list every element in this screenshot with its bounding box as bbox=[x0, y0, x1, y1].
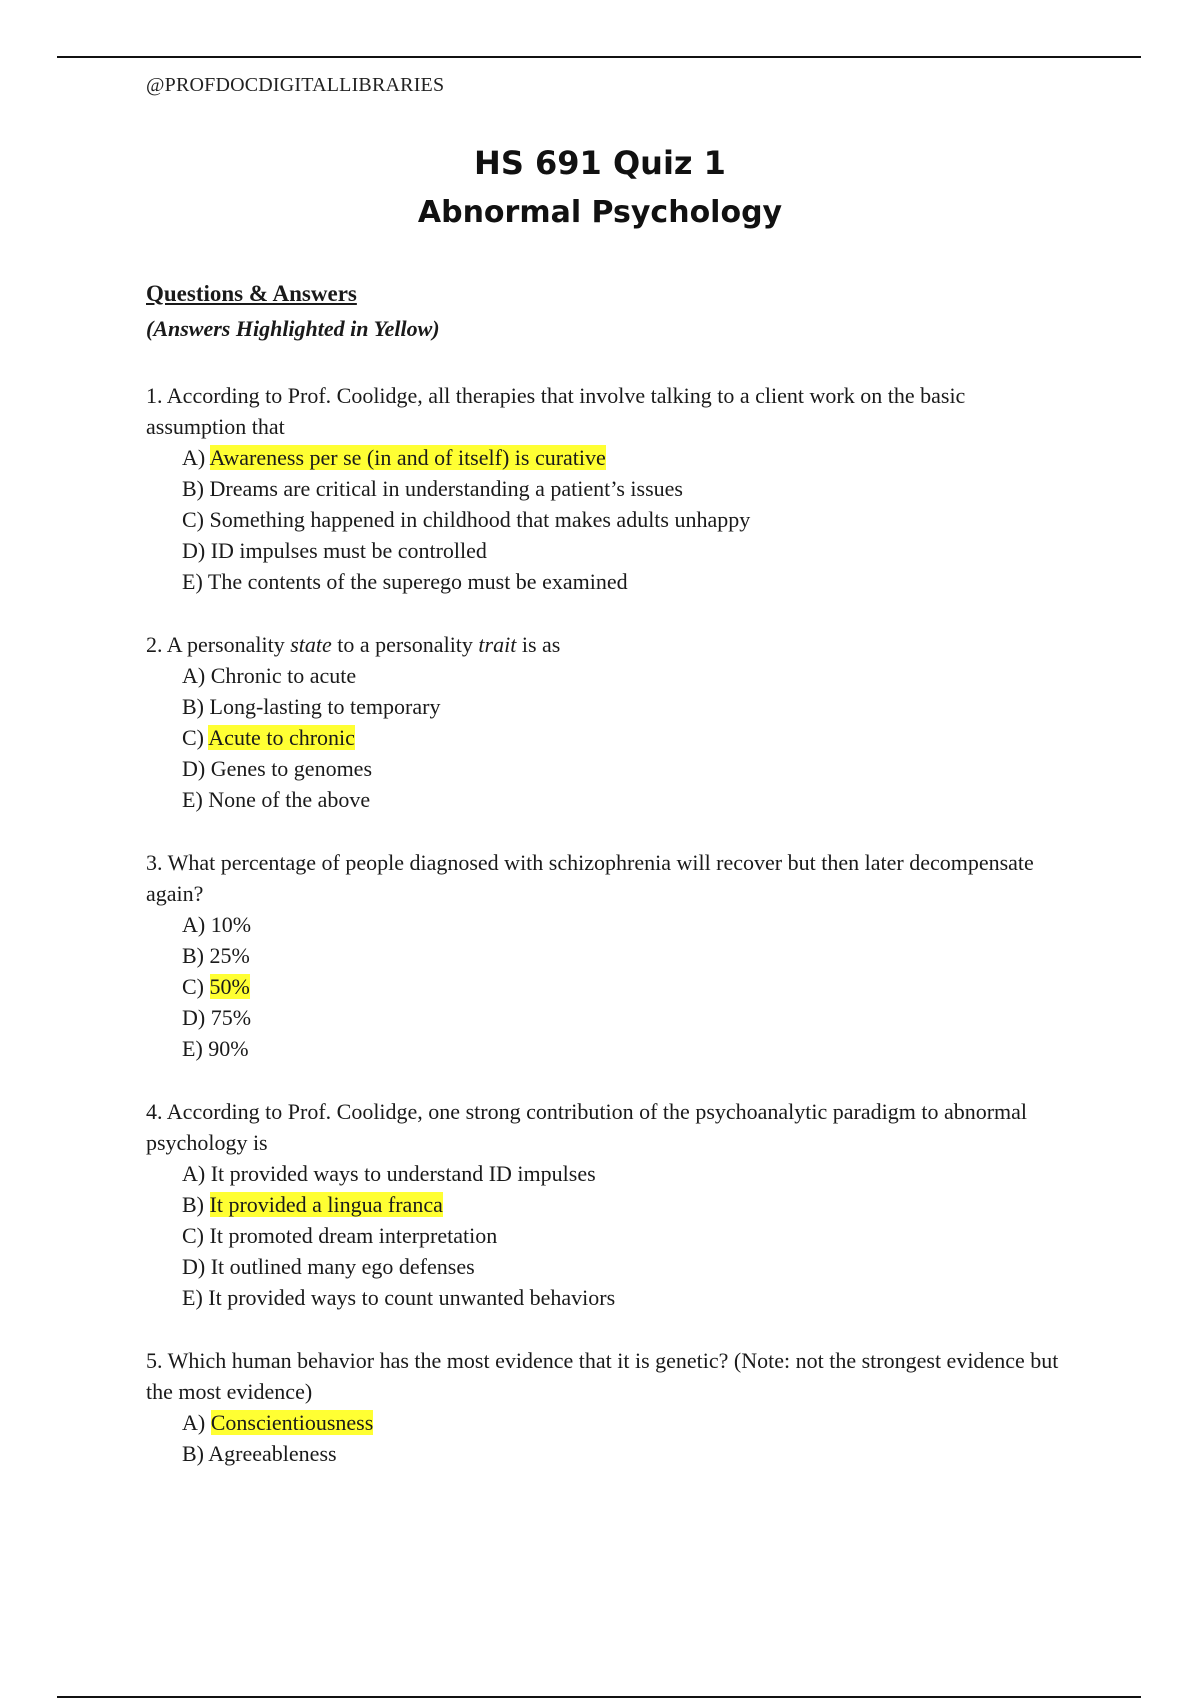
option-letter: C) bbox=[182, 974, 204, 999]
question-4 bbox=[146, 1096, 1066, 1313]
option-text: Something happened in childhood that makes adults unhappy bbox=[209, 507, 751, 532]
option-letter: C) bbox=[182, 507, 204, 532]
option-text: It promoted dream interpretation bbox=[209, 1223, 498, 1248]
option-a bbox=[182, 660, 1066, 691]
option-c bbox=[182, 722, 1066, 753]
option-letter: E) bbox=[182, 787, 203, 812]
option-b bbox=[182, 1189, 1066, 1220]
option-a bbox=[182, 1407, 1066, 1438]
watermark: @PROFDOCDIGITALLIBRARIES bbox=[146, 74, 445, 96]
stem-emphasis: trait bbox=[478, 632, 517, 657]
stem-text: 2. A personality bbox=[146, 632, 291, 657]
option-e bbox=[182, 784, 1066, 815]
section-heading: Questions & Answers bbox=[146, 281, 357, 306]
document-subtitle: Abnormal Psychology bbox=[417, 195, 783, 230]
option-text: Acute to chronic bbox=[208, 725, 355, 750]
option-a bbox=[182, 909, 1066, 940]
option-c bbox=[182, 504, 1066, 535]
question-stem: 1. According to Prof. Coolidge, all therapies that involve talking to a client work on the basic assumption that bbox=[146, 383, 966, 439]
option-c bbox=[182, 1220, 1066, 1251]
question-2 bbox=[146, 629, 1066, 815]
option-letter: A) bbox=[182, 912, 206, 937]
answer-options bbox=[146, 442, 1066, 597]
option-text: 25% bbox=[209, 943, 250, 968]
option-text: None of the above bbox=[208, 787, 371, 812]
option-letter: B) bbox=[182, 1441, 204, 1466]
option-e bbox=[182, 1282, 1066, 1313]
option-letter: E) bbox=[182, 1285, 203, 1310]
answer-options bbox=[146, 1158, 1066, 1313]
document-title: HS 691 Quiz 1 bbox=[474, 144, 726, 182]
option-d bbox=[182, 1002, 1066, 1033]
option-d bbox=[182, 753, 1066, 784]
question-stem: 3. What percentage of people diagnosed with schizophrenia will recover but then later decompensate again? bbox=[146, 850, 1034, 906]
option-text: Chronic to acute bbox=[210, 663, 357, 688]
option-letter: B) bbox=[182, 694, 204, 719]
option-letter: C) bbox=[182, 725, 204, 750]
stem-emphasis: state bbox=[290, 632, 332, 657]
option-letter: A) bbox=[182, 1410, 206, 1435]
option-letter: D) bbox=[182, 756, 206, 781]
top-rule bbox=[57, 56, 1141, 58]
option-letter: A) bbox=[182, 1161, 206, 1186]
option-a bbox=[182, 1158, 1066, 1189]
section-note: (Answers Highlighted in Yellow) bbox=[146, 316, 440, 341]
option-letter: D) bbox=[182, 1005, 206, 1030]
question-5 bbox=[146, 1345, 1066, 1469]
option-b bbox=[182, 1438, 1066, 1469]
question-stem: 4. According to Prof. Coolidge, one strong contribution of the psychoanalytic paradigm to abnormal psychology is bbox=[146, 1099, 1028, 1155]
answer-options bbox=[146, 1407, 1066, 1469]
option-letter: A) bbox=[182, 663, 206, 688]
option-text: 90% bbox=[208, 1036, 249, 1061]
questions-list bbox=[146, 380, 1066, 1501]
option-text: The contents of the superego must be examined bbox=[207, 569, 628, 594]
stem-text: is as bbox=[516, 632, 561, 657]
option-letter: D) bbox=[182, 1254, 206, 1279]
option-b bbox=[182, 940, 1066, 971]
stem-text: to a personality bbox=[331, 632, 479, 657]
question-1 bbox=[146, 380, 1066, 597]
option-text: Awareness per se (in and of itself) is curative bbox=[209, 445, 606, 470]
option-text: 75% bbox=[210, 1005, 252, 1030]
option-d bbox=[182, 1251, 1066, 1282]
option-letter: D) bbox=[182, 538, 206, 563]
option-a bbox=[182, 442, 1066, 473]
option-text: It provided a lingua franca bbox=[209, 1192, 443, 1217]
option-letter: B) bbox=[182, 476, 204, 501]
option-d bbox=[182, 535, 1066, 566]
option-text: Agreeableness bbox=[208, 1441, 337, 1466]
option-text: Long-lasting to temporary bbox=[209, 694, 441, 719]
option-letter: C) bbox=[182, 1223, 204, 1248]
question-stem bbox=[146, 629, 1066, 660]
option-text: 10% bbox=[210, 912, 252, 937]
option-b bbox=[182, 473, 1066, 504]
option-b bbox=[182, 691, 1066, 722]
option-text: Dreams are critical in understanding a patient’s issues bbox=[209, 476, 683, 501]
answer-options bbox=[146, 909, 1066, 1064]
option-letter: E) bbox=[182, 1036, 203, 1061]
option-letter: A) bbox=[182, 445, 206, 470]
answer-options bbox=[146, 660, 1066, 815]
option-text: 50% bbox=[209, 974, 250, 999]
option-letter: B) bbox=[182, 943, 204, 968]
bottom-rule bbox=[57, 1696, 1141, 1698]
option-text: Genes to genomes bbox=[210, 756, 373, 781]
option-text: ID impulses must be controlled bbox=[210, 538, 487, 563]
option-letter: E) bbox=[182, 569, 203, 594]
question-stem: 5. Which human behavior has the most evidence that it is genetic? (Note: not the strongest evidence but the most evidence) bbox=[146, 1348, 1059, 1404]
option-c bbox=[182, 971, 1066, 1002]
option-text: It provided ways to count unwanted behaviors bbox=[208, 1285, 616, 1310]
question-3 bbox=[146, 847, 1066, 1064]
option-e bbox=[182, 566, 1066, 597]
option-e bbox=[182, 1033, 1066, 1064]
option-text: Conscientiousness bbox=[210, 1410, 374, 1435]
option-text: It provided ways to understand ID impulses bbox=[210, 1161, 596, 1186]
option-text: It outlined many ego defenses bbox=[210, 1254, 475, 1279]
option-letter: B) bbox=[182, 1192, 204, 1217]
